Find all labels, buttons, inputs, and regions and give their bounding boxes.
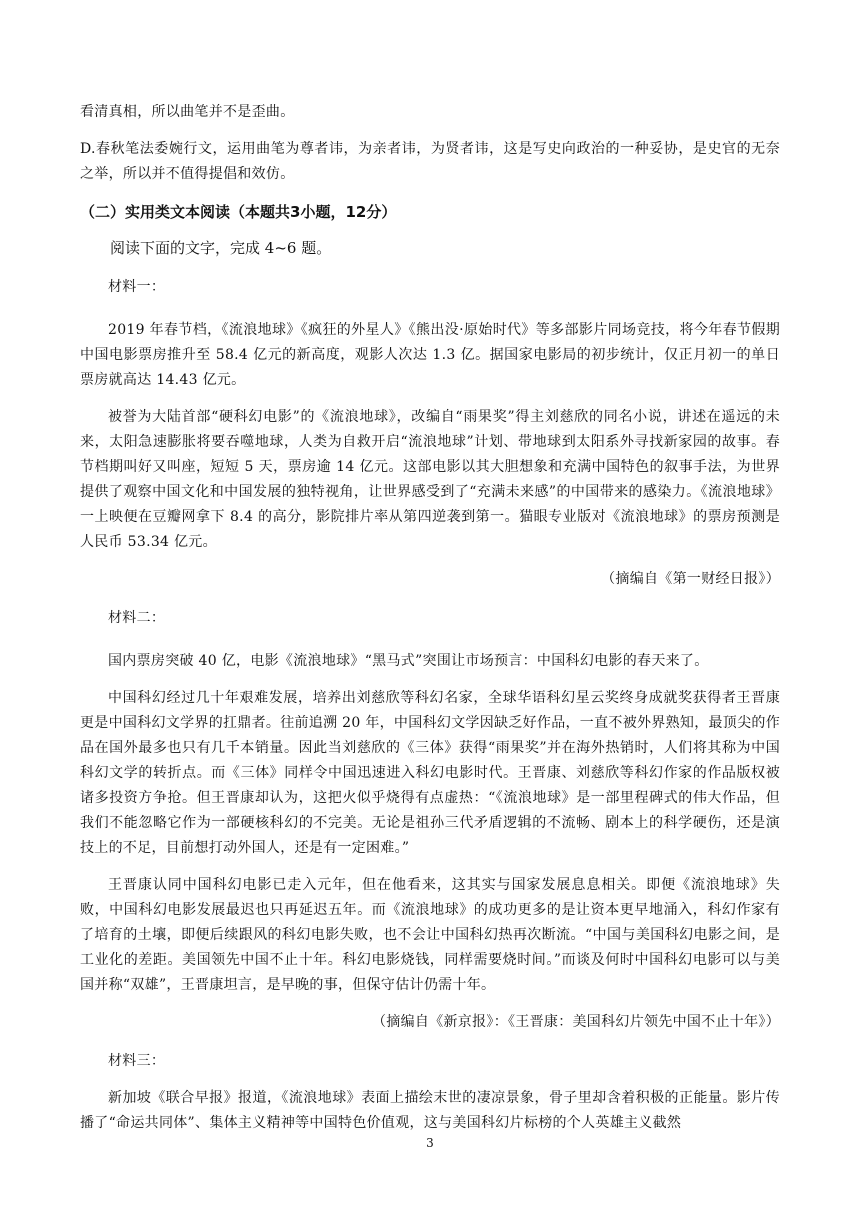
material2-source: （摘编自《新京报》：《王晋康：美国科幻片领先中国不止十年》）: [372, 1014, 780, 1030]
material3-paragraph: 新加坡《联合早报》报道，《流浪地球》表面上描绘末世的凄凉景象，骨子里却含着积极的正能量。影片传播了“命运共同体”、集体主义精神等中国特色价值观，这与美国科幻片标榜的个人英雄主义截然: [80, 1090, 780, 1131]
material1-source: （摘编自《第一财经日报》）: [601, 571, 780, 587]
material2-paragraph: 王晋康认同中国科幻电影已走入元年，但在他看来，这其实与国家发展息息相关。即便《流浪地球》失败，中国科幻电影发展最迟也只再延迟五年。而《流浪地球》的成功更多的是让资本更早地涌入，科幻作家有了培育的土壤，即便后续跟风的科幻电影失败，也不会让中国科幻热再次断流。“中国与美国科幻电影之间，是工业化的差距。美国领先中国不止十年。科幻电影烧钱，同样需要烧时间。”而谈及何时中国科幻电影可以与美国并称“双雄”，王晋康坦言，是早晚的事，但保守估计仍需十年。: [80, 877, 780, 993]
material1-label: 材料一：: [108, 279, 166, 295]
material1-paragraph: 被誉为大陆首部“硬科幻电影”的《流浪地球》，改编自“雨果奖”得主刘慈欣的同名小说，讲述在遥远的未来，太阳急速膨胀将要吞噬地球，人类为自救开启“流浪地球”计划、带地球到太阳系外寻找新家园的故事。春节档期叫好又叫座，短短 5 天，票房逾 14 亿元。这部电影以其大胆想象和充满中国特色的叙事手法，为世界提供了观察中国文化和中国发展的独特视角，让世界感受到了“充满未来感”的中国带来的感染力。《流浪地球》一上映便在豆瓣网拿下 8.4 的高分，影院排片率从第四逆袭到第一。猫眼专业版对《流浪地球》的票房预测是人民币 53.34 亿元。: [80, 409, 780, 550]
option-d: D.春秋笔法委婉行文，运用曲笔为尊者讳，为亲者讳，为贤者讳，这是写史向政治的一种妥协，是史官的无奈之举，所以并不值得提倡和效仿。: [80, 141, 780, 182]
material2-paragraph: 中国科幻经过几十年艰难发展，培养出刘慈欣等科幻名家，全球华语科幻星云奖终身成就奖获得者王晋康更是中国科幻文学界的扛鼎者。往前追溯 20 年，中国科幻文学因缺乏好作品，一直不被外界熟知，最顶尖的作品在国外最多也只有几千本销量。因此当刘慈欣的《三体》获得“雨果奖”并在海外热销时，人们将其称为中国科幻文学的转折点。而《三体》同样令中国迅速进入科幻电影时代。王晋康、刘慈欣等科幻作家的作品版权被诸多投资方争抢。但王晋康却认为，这把火似乎烧得有点虚热：“《流浪地球》是一部里程碑式的伟大作品，但我们不能忽略它作为一部硬核科幻的不完美。无论是祖孙三代矛盾逻辑的不流畅、剧本上的科学硬伤，还是演技上的不足，目前想打动外国人，还是有一定困难。”: [80, 690, 781, 856]
page-content: [80, 100, 780, 1136]
material2-paragraph: 国内票房突破 40 亿，电影《流浪地球》“黑马式”突围让市场预言：中国科幻电影的春天来了。: [108, 653, 709, 669]
section-instruction: 阅读下面的文字，完成 4~6 题。: [110, 239, 332, 257]
material2-label: 材料二：: [108, 610, 166, 626]
section-title: （二）实用类文本阅读（本题共3小题，12分）: [80, 203, 397, 221]
page-number: 3: [426, 1136, 434, 1150]
option-c-tail: 看清真相，所以曲笔并不是歪曲。: [80, 104, 295, 120]
material1-paragraph: 2019 年春节档，《流浪地球》《疯狂的外星人》《熊出没·原始时代》等多部影片同场竞技，将今年春节假期中国电影票房推升至 58.4 亿元的新高度，观影人次达 1.3 亿。据国家电影局的初步统计，仅正月初一的单日票房就高达 14.43 亿元。: [80, 322, 780, 388]
material3-label: 材料三：: [108, 1053, 166, 1069]
